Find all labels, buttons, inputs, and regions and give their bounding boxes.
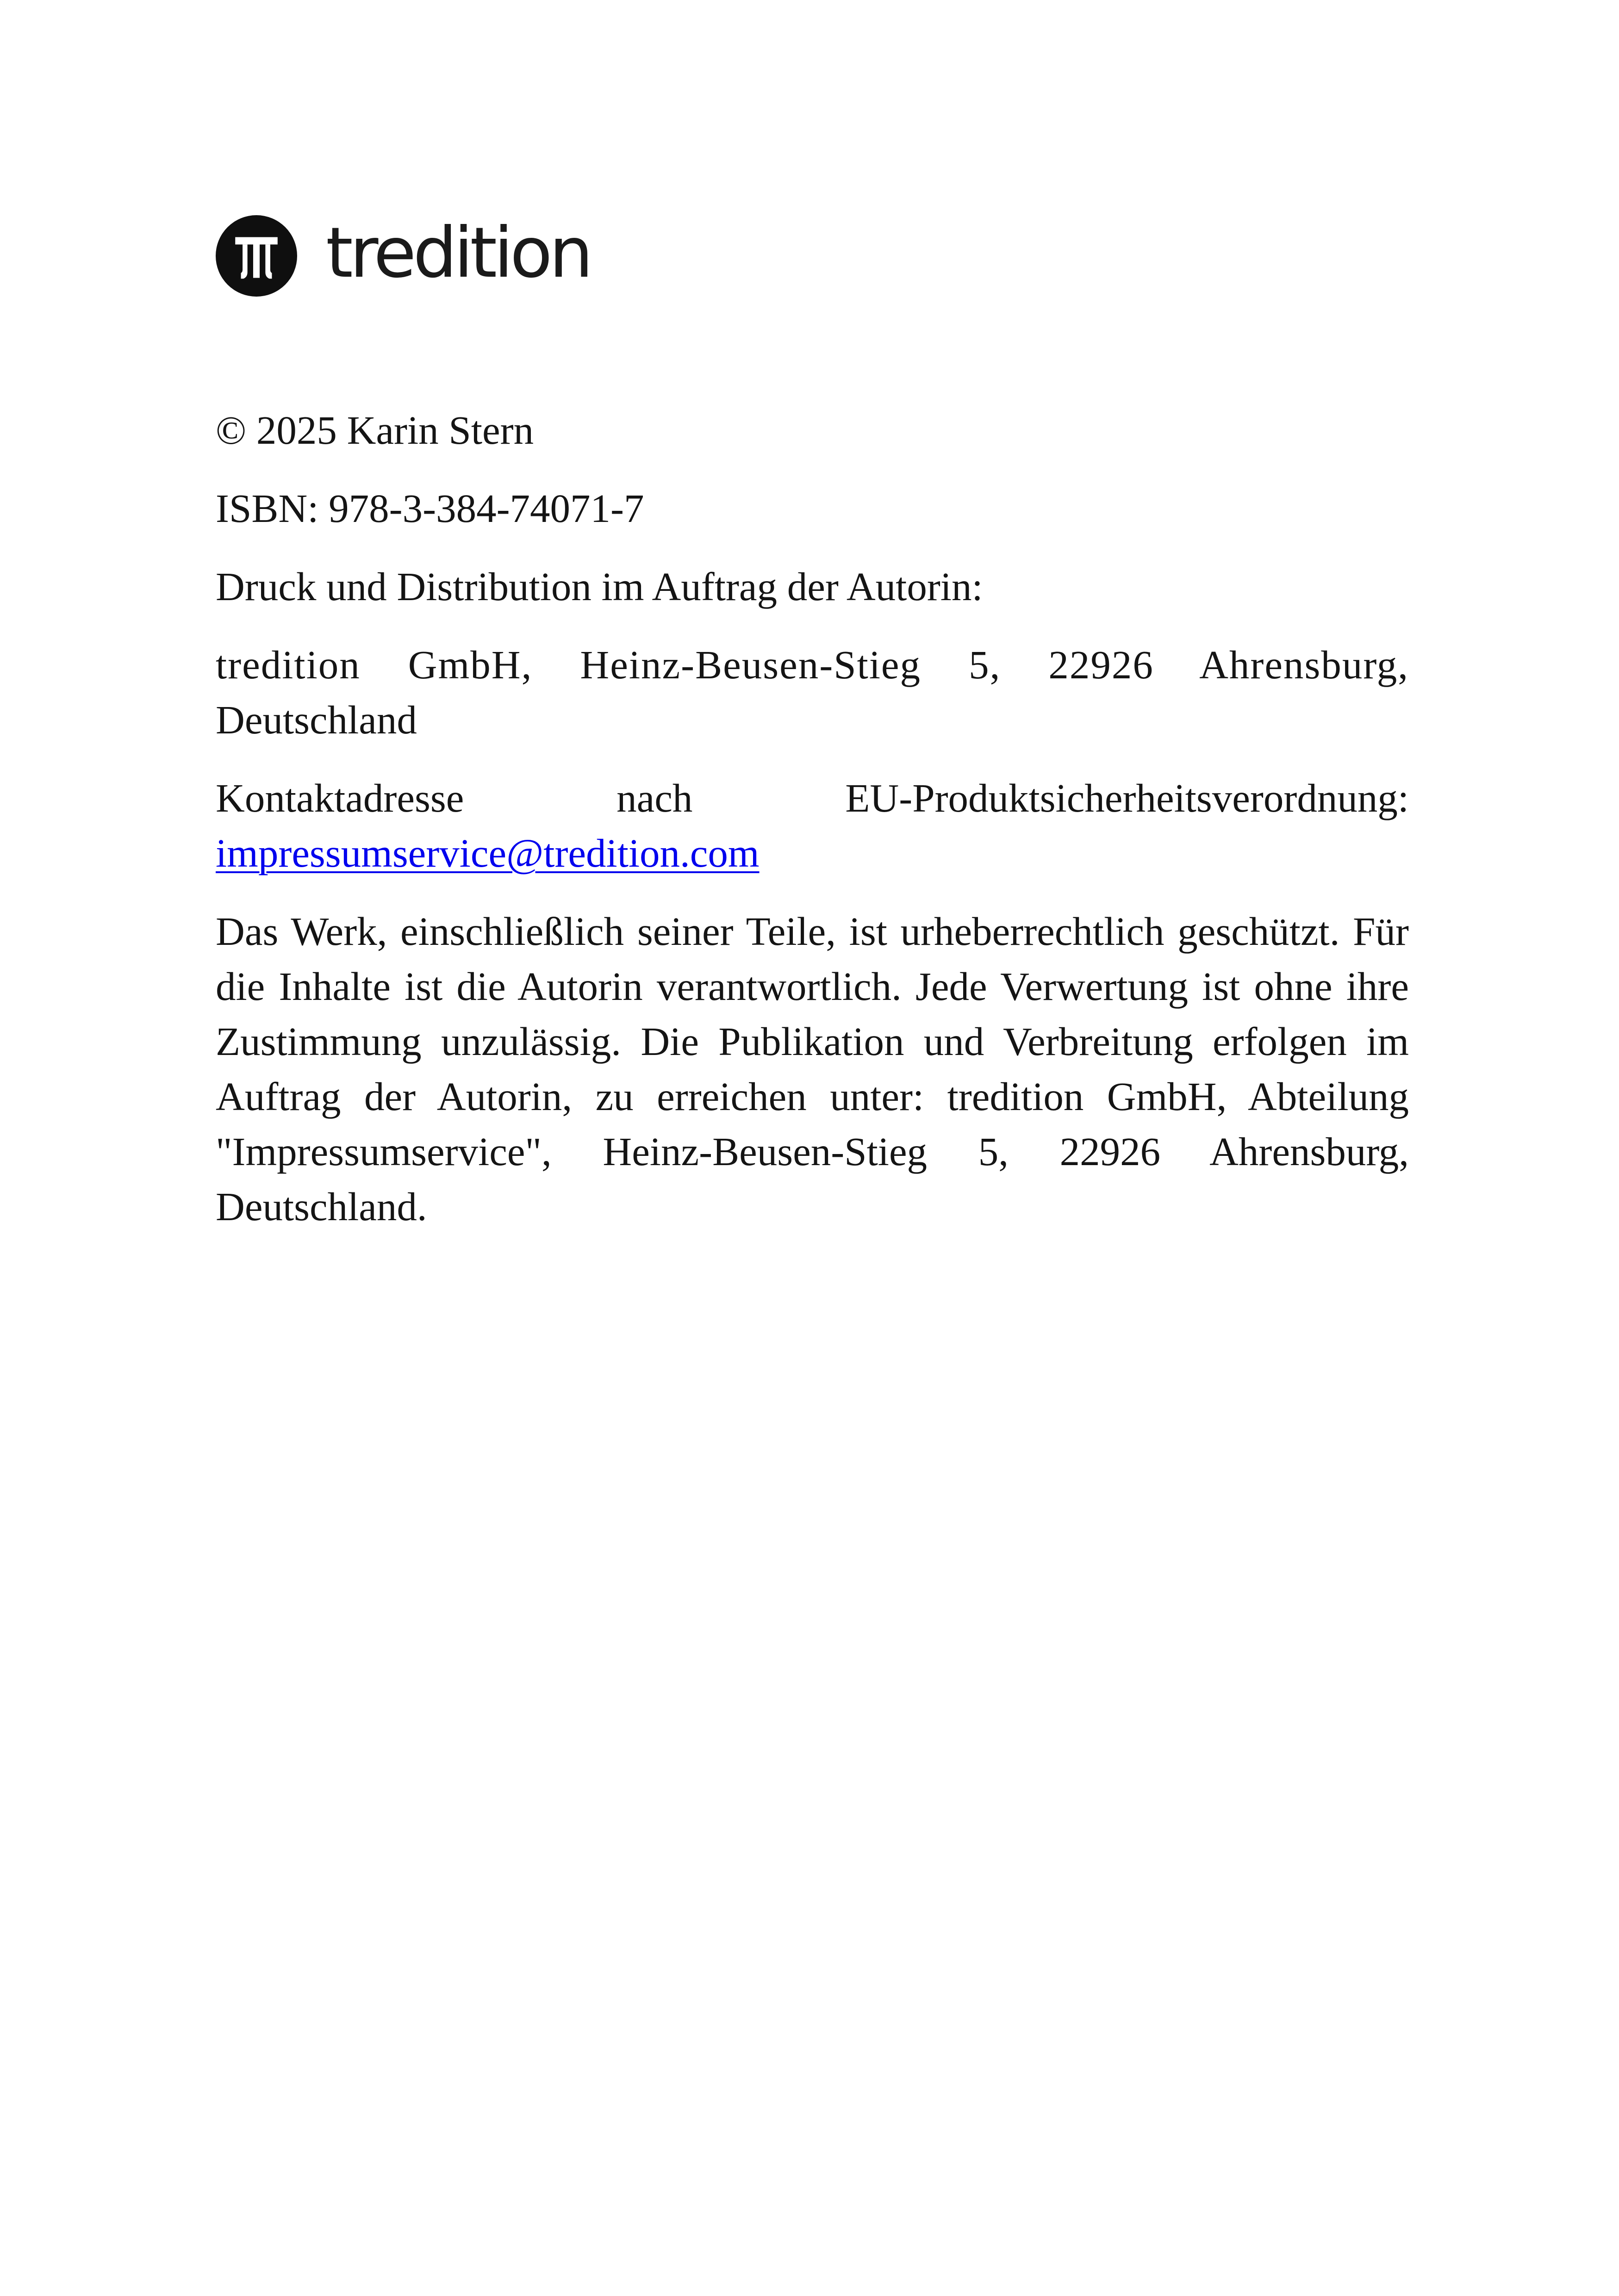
- print-distribution-line: Druck und Distribution im Auftrag der Autorin:: [216, 564, 983, 609]
- contact-label-word2: nach: [616, 776, 693, 820]
- imprint-text: [216, 403, 1409, 1257]
- contact-address: [216, 770, 1409, 881]
- contact-label-word1: Kontaktadresse: [216, 776, 464, 820]
- contact-label: [216, 770, 1409, 825]
- contact-email-link[interactable]: impressumservice@tredition.com: [216, 831, 760, 875]
- publisher-logo: [216, 212, 590, 300]
- copyright-line: © 2025 Karin Stern: [216, 408, 534, 453]
- publisher-address-line1: tredition GmbH, Heinz-Beusen-Stieg 5, 22926 Ahrensburg,: [216, 642, 1409, 687]
- isbn-line: ISBN: 978-3-384-74071-7: [216, 486, 644, 531]
- logo-wordmark: tredition: [326, 213, 590, 293]
- publisher-address: [216, 637, 1409, 747]
- legal-notice: Das Werk, einschließlich seiner Teile, ist urheberrechtlich geschützt. Für die Inhalte ist die Autorin verantwortlich. Jede Verwertung ist ohne ihre Zustimmung unzulässig. Die Publikation und Verbreitung erfolgen im Auftrag der Autorin, zu erreichen unter: tredition GmbH, Abteilung "Impressumservice", Heinz-Beusen-Stieg 5, 22926 Ahrensburg, Deutschland.: [216, 909, 1409, 1229]
- publisher-address-line2: Deutschland: [216, 697, 417, 742]
- tredition-logo-icon: [216, 215, 297, 297]
- contact-label-word3: EU-Produktsicherheitsverordnung:: [845, 776, 1409, 820]
